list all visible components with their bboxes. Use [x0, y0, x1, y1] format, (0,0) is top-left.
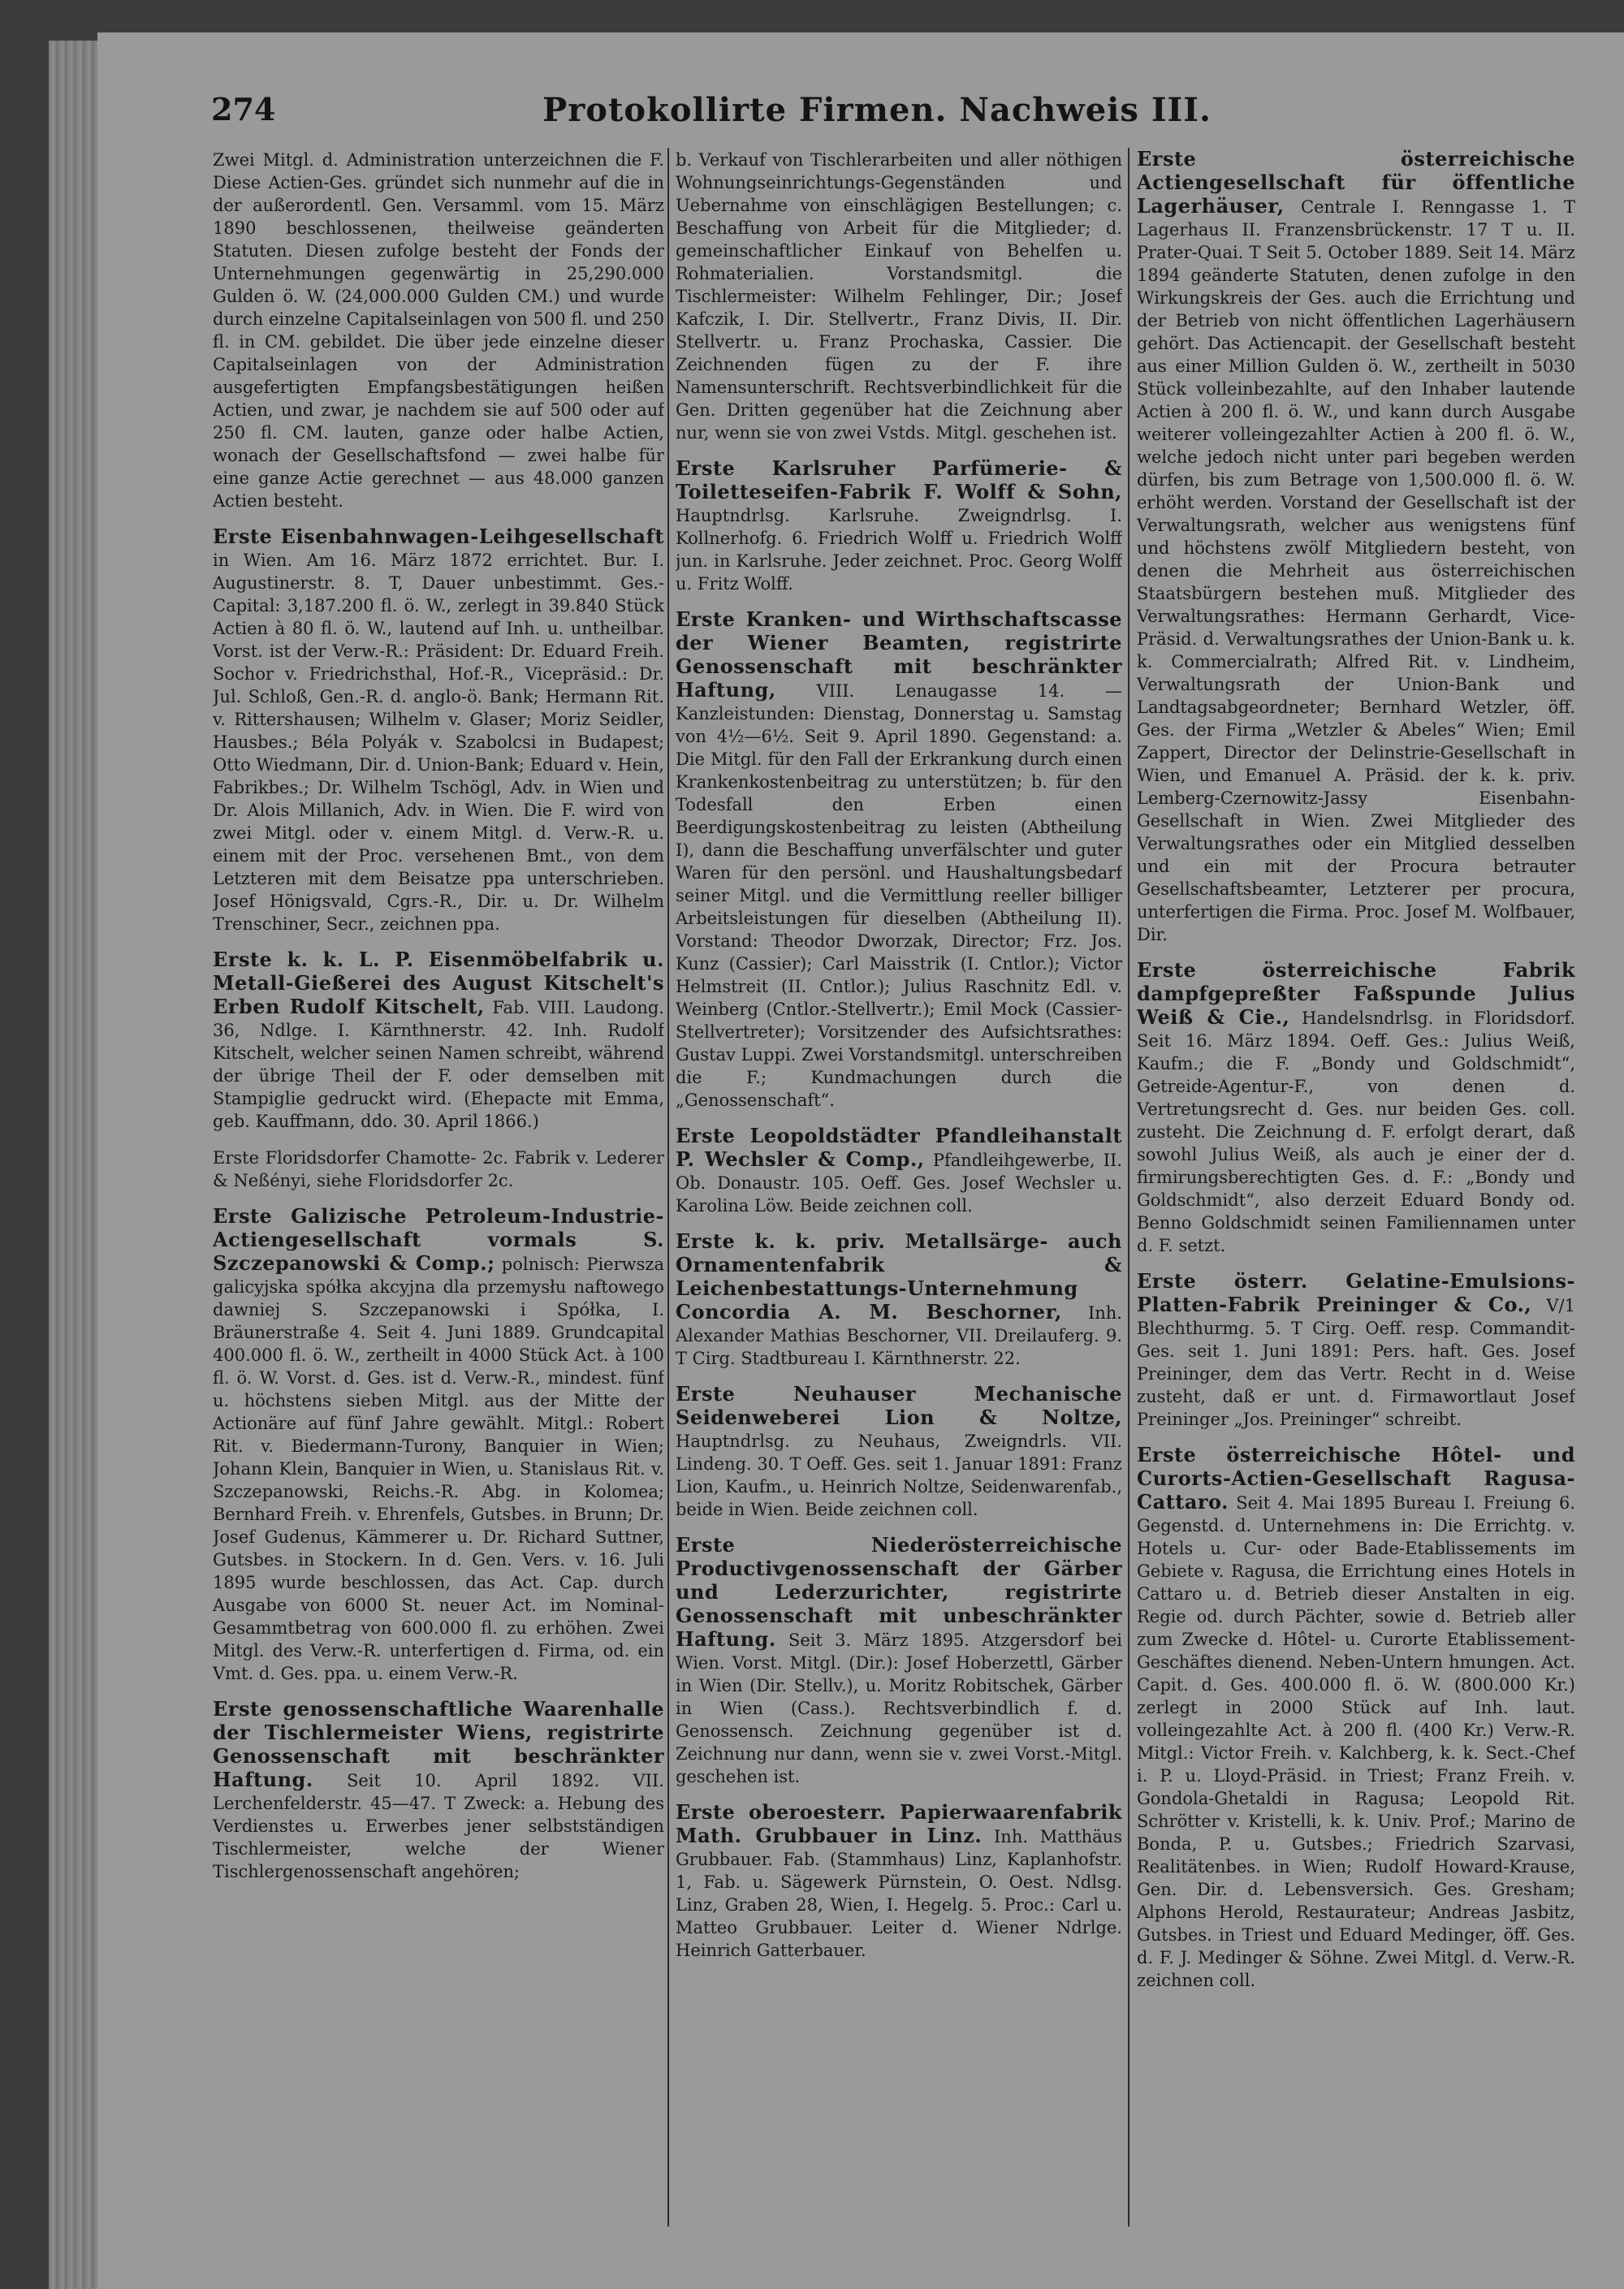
directory-entry [213, 1205, 664, 1685]
page-header [211, 91, 1543, 140]
firm-name: Erste Neuhauser Mechanische Seidenweberei Lion & Noltze, [676, 1382, 1122, 1429]
firm-name: Erste Galizische Petroleum-Industrie-Actiengesellschaft vormals S. Szczepanowski & Comp.; [213, 1204, 664, 1275]
entry-text: Pfandleihgewerbe, II. Ob. Donaustr. 105. Oeff. Ges. Josef Wechsler u. Karolina Löw. Beide zeichnen coll. [676, 1151, 1122, 1216]
column-rule-2 [1128, 148, 1129, 2226]
directory-entry [676, 1383, 1122, 1521]
firm-name: Erste österr. Gelatine-Emulsions-Platten-Fabrik Preininger & Co., [1137, 1269, 1575, 1316]
directory-entry [676, 1801, 1122, 1962]
directory-entry [1137, 1270, 1575, 1431]
entry-text: Zwei Mitgl. d. Administration unterzeichnen die F. Diese Actien-Ges. gründet sich nunmehr auf die in der außerordentl. Gen. Versamml. vom 15. März 1890 beschlossenen, theilweise geänderten Statuten. Diesen zufolge besteht der Fonds der Unternehmungen gegenwärtig in 25,290.000 Gulden ö. W. (24,000.000 Gulden CM.) und wurde durch einzelne Capitalseinlagen von 500 fl. und 250 fl. in CM. gebildet. Die über jede einzelne dieser Capitalseinlagen von der Administration ausgefertigten Empfangsbestätigungen heißen Actien, und zwar, je nachdem sie auf 500 oder auf 250 fl. CM. lauten, ganze oder halbe Actien, wonach der Gesellschaftsfond — zwei halbe für eine ganze Actie gerechnet — aus 48.000 ganzen Actien besteht. [213, 150, 664, 511]
entry-text: Inh. Alexander Mathias Beschorner, VII. Dreilauferg. 9. T Cirg. Stadtbureau I. Kärnthnerstr. 22. [676, 1303, 1122, 1368]
entry-text: polnisch: Pierwsza galicyjska spółka akcyjna dla przemysłu naftowego dawniej S. Szczepanowski i Spółka, I. Bräunerstraße 4. Seit 4. Juni 1889. Grundcapital 400.000 fl. ö. W., zertheilt in 4000 Stück Act. à 100 fl. ö. W. Vorst. d. Ges. ist d. Verw.-R., mindest. fünf u. höchstens sieben Mitgl. aus der Mitte der Actionäre auf fünf Jahre gewählt. Mitgl.: Robert Rit. v. Biedermann-Turony, Banquier in Wien; Johann Klein, Banquier in Wien, u. Stanislaus Rit. v. Szczepanowski, Reichs.-R. Abg. in Kolomea; Bernhard Freih. v. Ehrenfels, Gutsbes. in Brunn; Dr. Josef Gudenus, Kämmerer u. Dr. Richard Suttner, Gutsbes. in Stockern. In d. Gen. Vers. v. 16. Juli 1895 wurde beschlossen, das Act. Cap. durch Ausgabe von 6000 St. neuer Act. im Nominal-Gesammtbetrag von 600.000 fl. zu erhöhen. Zwei Mitgl. des Verw.-R. unterfertigen d. Firma, od. ein Vmt. d. Ges. ppa. u. einem Verw.-R. [213, 1255, 664, 1683]
column-2 [676, 148, 1122, 2226]
column-1 [213, 148, 664, 2226]
entry-text: Erste Floridsdorfer Chamotte- 2c. Fabrik v. Lederer & Neßényi, siehe Floridsdorfer 2c. [213, 1148, 664, 1190]
firm-name: Erste k. k. L. P. Eisenmöbelfabrik u. Metall-Gießerei des August Kitschelt's Erben Rudolf Kitschelt, [213, 948, 664, 1018]
firm-name: Erste Eisenbahnwagen-Leihgesellschaft [213, 525, 664, 548]
firm-name: Erste Kranken- und Wirthschaftscasse der Wiener Beamten, registrirte Genossenschaft mit beschränkter Haftung, [676, 607, 1122, 702]
directory-entry [213, 948, 664, 1133]
firm-name: Erste Leopoldstädter Pfandleihanstalt P. Wechsler & Comp., [676, 1124, 1122, 1171]
entry-text: Seit 10. April 1892. VII. Lerchenfelderstr. 45—47. T Zweck: a. Hebung des Verdienstes u. Erwerbes jener selbstständigen Tischlermeister, welche der Wiener Tischlergenossenschaft angehören; [213, 1771, 664, 1881]
entry-text: Seit 3. März 1895. Atzgersdorf bei Wien. Vorst. Mitgl. (Dir.): Josef Hoberzettl, Gärber in Wien (Dir. Stellv.), u. Moritz Robitschek, Gärber in Wien (Cass.). Rechtsverbindlich f. d. Genossensch. Zeichnung gegenüber ist d. Zeichnung nur dann, wenn sie v. zwei Vorst.-Mitgl. geschehen ist. [676, 1630, 1122, 1786]
directory-entry [676, 608, 1122, 1112]
entry-text: Fab. VIII. Laudong. 36, Ndlge. I. Kärnthnerstr. 42. Inh. Rudolf Kitschelt, welcher seinen Namen schreibt, während der übrige Theil der F. oder demselben mit Stampiglie gedruckt wird. (Ehepacte mit Emma, geb. Kauffmann, ddo. 30. April 1866.) [213, 998, 664, 1131]
directory-entry [1137, 148, 1575, 946]
firm-name: Erste genossenschaftliche Waarenhalle der Tischlermeister Wiens, registrirte Genossenschaft mit beschränkter Haftung. [213, 1697, 664, 1791]
firm-name: Erste Niederösterreichische Productivgenossenschaft der Gärber und Lederzurichter, registrirte Genossenschaft mit unbeschränkter Haftung. [676, 1533, 1122, 1651]
page-number: 274 [211, 91, 276, 127]
directory-entry [676, 1534, 1122, 1788]
directory-entry [213, 148, 664, 512]
firm-name: Erste k. k. priv. Metallsärge- auch Ornamentenfabrik & Leichenbestattungs-Unternehmung Concordia A. M. Beschorner, [676, 1229, 1122, 1324]
firm-name: Erste österreichische Actiengesellschaft für öffentliche Lagerhäuser, [1137, 148, 1575, 218]
entry-text: in Wien. Am 16. März 1872 errichtet. Bur. I. Augustinerstr. 8. T, Dauer unbestimmt. Ges.-Capital: 3,187.200 fl. ö. W., zerlegt in 39.840 Stück Actien à 80 fl. ö. W., lautend auf Inh. u. untheilbar. Vorst. ist der Verw.-R.: Präsident: Dr. Eduard Freih. Sochor v. Friedrichsthal, Hof.-R., Vicepräsid.: Dr. Jul. Schloß, Gen.-R. d. anglo-ö. Bank; Hermann Rit. v. Rittershausen; Wilhelm v. Glaser; Moriz Seidler, Hausbes.; Béla Polyák v. Szabolcsi in Budapest; Otto Wiedmann, Dir. d. Union-Bank; Eduard v. Hein, Fabrikbes.; Dr. Wilhelm Tschögl, Adv. in Wien und Dr. Alois Millanich, Adv. in Wien. Die F. wird von zwei Mitgl. oder v. einem Mitgl. d. Verw.-R. u. einem mit der Proc. versehenen Bmt., von dem Letzteren mit dem Beisatze ppa unterschrieben. Josef Hönigsvald, Cgrs.-R., Dir. u. Dr. Wilhelm Trenschiner, Secr., zeichnen ppa. [213, 551, 664, 934]
directory-entry [676, 148, 1122, 444]
directory-entry [1137, 1444, 1575, 1992]
firm-name: Erste österreichische Hôtel- und Curorts-Actien-Gesellschaft Ragusa-Cattaro. [1137, 1443, 1575, 1514]
column-3 [1137, 148, 1575, 2226]
directory-entry [213, 525, 664, 935]
entry-text: b. Verkauf von Tischlerarbeiten und aller nöthigen Wohnungseinrichtungs-Gegenständen und Uebernahme von einschlägigen Bestellungen; c. Beschaffung von Arbeit für die Mitglieder; d. gemeinschaftlicher Einkauf von Behelfen u. Rohmaterialien. Vorstandsmitgl. die Tischlermeister: Wilhelm Fehlinger, Dir.; Josef Kafczik, I. Dir. Stellvertr., Franz Divis, II. Dir. Stellvertr. u. Franz Prochaska, Cassier. Die Zeichnenden fügen zu der F. ihre Namensunterschrift. Rechtsverbindlichkeit für die Gen. Dritten gegenüber hat die Zeichnung aber nur, wenn sie von zwei Vstds. Mitgl. geschehen ist. [676, 150, 1122, 443]
entry-text: Seit 4. Mai 1895 Bureau I. Freiung 6. Gegenstd. d. Unternehmens in: Die Errichtg. v. Hotels u. Cur- oder Bade-Etablissements im Gebiete v. Ragusa, die Errichtung eines Hotels in Cattaro u. d. Betrieb dieser Anstalten in eig. Regie od. durch Pächter, sowie d. Betrieb aller zum Zwecke d. Hôtel- u. Curorte Etablissement-Geschäftes dienend. Neben-Untern hmungen. Act. Capit. d. Ges. 400.000 fl. ö. W. (800.000 Kr.) zerlegt in 2000 Stück auf Inh. laut. volleingezahlte Act. à 200 fl. (400 Kr.) Verw.-R. Mitgl.: Victor Freih. v. Kalchberg, k. k. Sect.-Chef i. P. u. Lloyd-Präsid. in Triest; Franz Freih. v. Gondola-Ghetaldi in Ragusa; Leopold Rit. Schrötter v. Kristelli, k. k. Univ. Prof.; Marino de Bonda, P. u. Gutsbes.; Friedrich Szarvasi, Realitätenbes. in Wien; Rudolf Howard-Krause, Gen. Dir. d. Lebensversich. Ges. Gresham; Alphons Herold, Restaurateur; Andreas Jasbitz, Gutsbes. in Triest und Eduard Medinger, öff. Ges. d. F. J. Medinger & Söhne. Zwei Mitgl. d. Verw.-R. zeichnen coll. [1137, 1493, 1575, 1990]
entry-text: Centrale I. Renngasse 1. T Lagerhaus II. Franzensbrückenstr. 17 T u. II. Prater-Quai. T Seit 5. October 1889. Seit 14. März 1894 geänderte Statuten, denen zufolge in den Wirkungskreis der Ges. auch die Errichtung und der Betrieb von nicht öffentlichen Lagerhäusern gehört. Das Actiencapit. der Gesellschaft besteht aus einer Million Gulden ö. W., zertheilt in 5030 Stück volleinbezahlte, auf den Inhaber lautende Actien à 200 fl. ö. W., und kann durch Ausgabe weiterer volleingezahlter Actien à 200 fl. ö. W., welche jedoch nicht unter pari begeben werden dürfen, bis zum Betrage von 1,500.000 fl. ö. W. erhöht werden. Vorstand der Gesellschaft ist der Verwaltungsrath, welcher aus wenigstens fünf und höchstens zwölf Mitgliedern besteht, von denen die Mehrheit aus österreichischen Staatsbürgern bestehen muß. Mitglieder des Verwaltungsrathes: Hermann Gerhardt, Vice-Präsid. d. Verwaltungsrathes der Union-Bank u. k. k. Commercialrath; Alfred Rit. v. Lindheim, Verwaltungsrath der Union-Bank und Landtagsabgeordneter; Bernhard Wetzler, öff. Ges. der Firma „Wetzler & Abeles“ Wien; Emil Zappert, Director der Delinstrie-Gesellschaft in Wien, und Emanuel A. Präsid. der k. k. priv. Lemberg-Czernowitz-Jassy Eisenbahn-Gesellschaft in Wien. Zwei Mitglieder des Verwaltungsrathes oder ein Mitglied desselben und ein mit der Procura betrauter Gesellschaftsbeamter, Letzterer per procura, unterfertigen die Firma. Proc. Josef M. Wolfbauer, Dir. [1137, 197, 1575, 944]
column-rule-1 [667, 148, 669, 2226]
firm-name: Erste österreichische Fabrik dampfgepreßter Faßspunde Julius Weiß & Cie., [1137, 958, 1575, 1029]
entry-text: Hauptndrlsg. zu Neuhaus, Zweigndrls. VII. Lindeng. 30. T Oeff. Ges. seit 1. Januar 1891: Franz Lion, Kaufm., u. Heinrich Noltze, Seidenwarenfab., beide in Wien. Beide zeichnen coll. [676, 1432, 1122, 1519]
directory-entry [676, 1230, 1122, 1370]
directory-entry [1137, 959, 1575, 1257]
directory-entry [676, 457, 1122, 595]
entry-text: V/1 Blechthurmg. 5. T Cirg. Oeff. resp. Commandit-Ges. seit 1. Juni 1891: Pers. haft. Ges. Josef Preininger, dem das Vertr. Recht in d. Weise zusteht, daß er unt. d. Firmawortlaut Josef Preininger „Jos. Preininger“ schreibt. [1137, 1296, 1575, 1429]
entry-text: Hauptndrlsg. Karlsruhe. Zweigndrlsg. I. Kollnerhofg. 6. Friedrich Wolff u. Friedrich Wolff jun. in Karlsruhe. Jeder zeichnet. Proc. Georg Wolff u. Fritz Wolff. [676, 506, 1122, 594]
entry-text: Handelsndrlsg. in Floridsdorf. Seit 16. März 1894. Oeff. Ges.: Julius Weiß, Kaufm.; die F. „Bondy und Goldschmidt“, Getreide-Agentur-F., von denen d. Vertretungsrecht d. Ges. nur beiden Ges. coll. zusteht. Die Zeichnung d. F. erfolgt derart, daß sowohl Julius Weiß, als auch je einer der d. firmirungsberechtigten Ges. d. F.: „Bondy und Goldschmidt“, also derzeit Eduard Bondy od. Benno Goldschmidt seinen Familiennamen unter d. F. setzt. [1137, 1008, 1575, 1255]
firm-name: Erste oberoesterr. Papierwaarenfabrik Math. Grubbauer in Linz. [676, 1800, 1122, 1847]
directory-entry [213, 1146, 664, 1192]
directory-entry [213, 1698, 664, 1883]
directory-entry [676, 1125, 1122, 1217]
entry-text: VIII. Lenaugasse 14. — Kanzleistunden: Dienstag, Donnerstag u. Samstag von 4½—6½. Seit 9. April 1890. Gegenstand: a. Die Mitgl. für den Fall der Erkrankung durch einen Krankenkostenbeitrag zu unterstützen; b. für den Todesfall den Erben einen Beerdigungskostenbeitrag zu leisten (Abtheilung I), dann die Beschaffung unverfälschter und guter Waren für den persönl. und Haushaltungsbedarf seiner Mitgl. und die Vermittlung reeller billiger Arbeitsleistungen für dieselben (Abtheilung II). Vorstand: Theodor Dworzak, Director; Frz. Jos. Kunz (Cassier); Carl Maisstrik (I. Cntlor.); Victor Helmstreit (II. Cntlor.); Julius Raschnitz Edl. v. Weinberg (Cntlor.-Stellvertr.); Emil Mock (Cassier-Stellvertreter); Vorsitzender des Aufsichtsrathes: Gustav Luppi. Zwei Vorstandsmitgl. unterschreiben die F.; Kundmachungen durch die „Genossenschaft“. [676, 681, 1122, 1110]
running-title: Protokollirte Firmen. Nachweis III. [542, 91, 1212, 129]
firm-name: Erste Karlsruher Parfümerie- & Toiletteseifen-Fabrik F. Wolff & Sohn, [676, 456, 1122, 503]
entry-text: Inh. Matthäus Grubbauer. Fab. (Stammhaus) Linz, Kaplanhofstr. 1, Fab. u. Sägewerk Pürnstein, O. Oest. Ndlsg. Linz, Graben 28, Wien, I. Hegelg. 5. Proc.: Carl u. Matteo Grubbauer. Leiter d. Wiener Ndrlge. Heinrich Gatterbauer. [676, 1827, 1122, 1960]
